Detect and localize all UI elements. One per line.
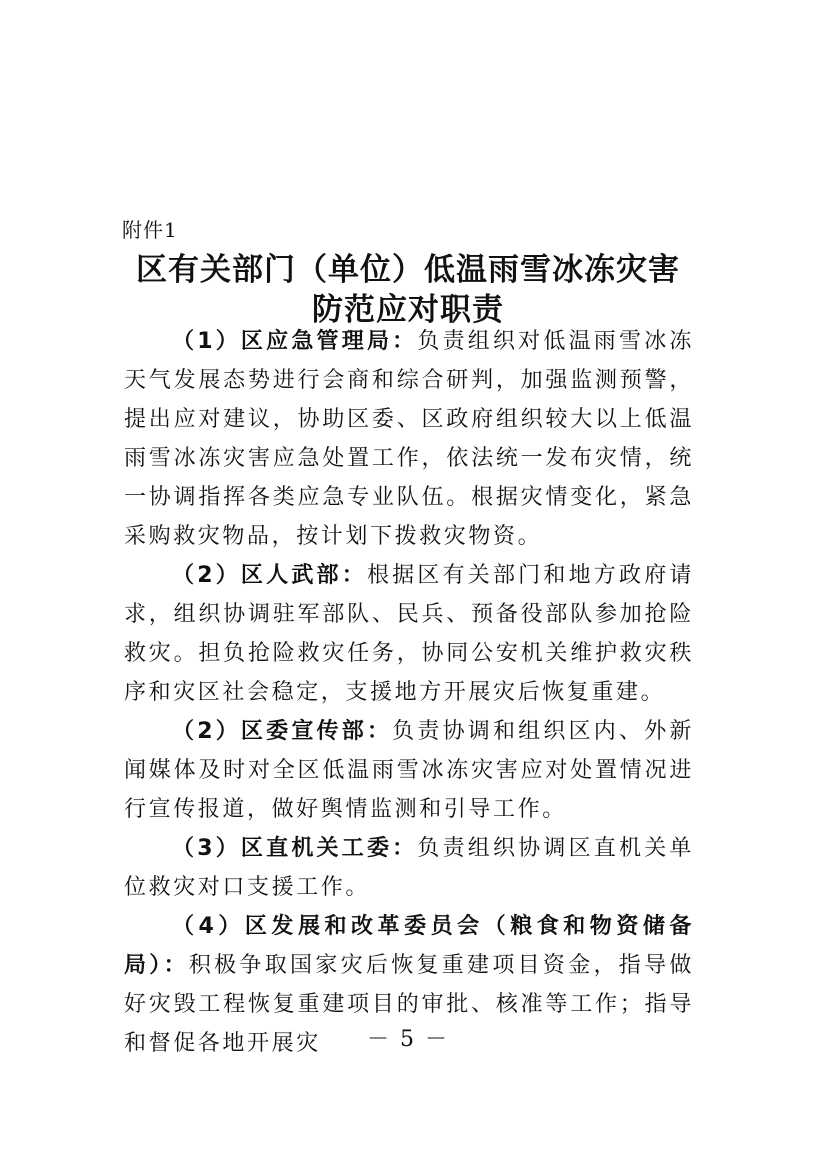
paragraph-heading: （1）区应急管理局： <box>172 329 418 354</box>
paragraph-text: 根据区有关部门和地方政府请求，组织协调驻军部队、民兵、预备役部队参加抢险救灾。担负抢险救灾任务，协同公安机关维护救灾秩序和灾区社会稳定，支援地方开展灾后恢复重建。 <box>124 563 695 705</box>
paragraph-text: 负责组织对低温雨雪冰冻天气发展态势进行会商和综合研判，加强监测预警，提出应对建议，协助区委、区政府组织较大以上低温雨雪冰冻灾害应急处置工作，依法统一发布灾情，统一协调指挥各类应急专业队伍。根据灾情变化，紧急采购救灾物品，按计划下拨救灾物资。 <box>124 329 694 549</box>
paragraph-heading: （3）区直机关工委： <box>172 836 418 861</box>
attachment-label: 附件1 <box>122 218 178 242</box>
document-title-line-2: 防范应对职责 <box>312 292 504 328</box>
paragraph-armed-forces <box>124 556 694 712</box>
paragraph-emergency-management <box>124 322 694 556</box>
paragraph-organs-working-committee <box>124 829 694 907</box>
paragraph-heading: （2）区人武部： <box>172 563 367 588</box>
document-body <box>124 322 694 1063</box>
paragraph-text: 积极争取国家灾后恢复重建项目资金，指导做好灾毁工程恢复重建项目的审批、核准等工作；指导和督促各地开展灾 <box>124 953 694 1056</box>
paragraph-text: 负责组织协调区直机关单位救灾对口支援工作。 <box>124 836 694 900</box>
document-title-line-1: 区有关部门（单位）低温雨雪冰冻灾害 <box>136 252 680 288</box>
paragraph-heading: （4）区发展和改革委员会（粮食和物资储备局）： <box>124 914 694 978</box>
paragraph-heading: （2）区委宣传部： <box>172 719 393 744</box>
page-number: － 5 － <box>367 1027 449 1052</box>
paragraph-publicity <box>124 712 694 829</box>
paragraph-text: 负责协调和组织区内、外新闻媒体及时对全区低温雨雪冰冻灾害应对处置情况进行宣传报道，做好舆情监测和引导工作。 <box>124 719 695 822</box>
